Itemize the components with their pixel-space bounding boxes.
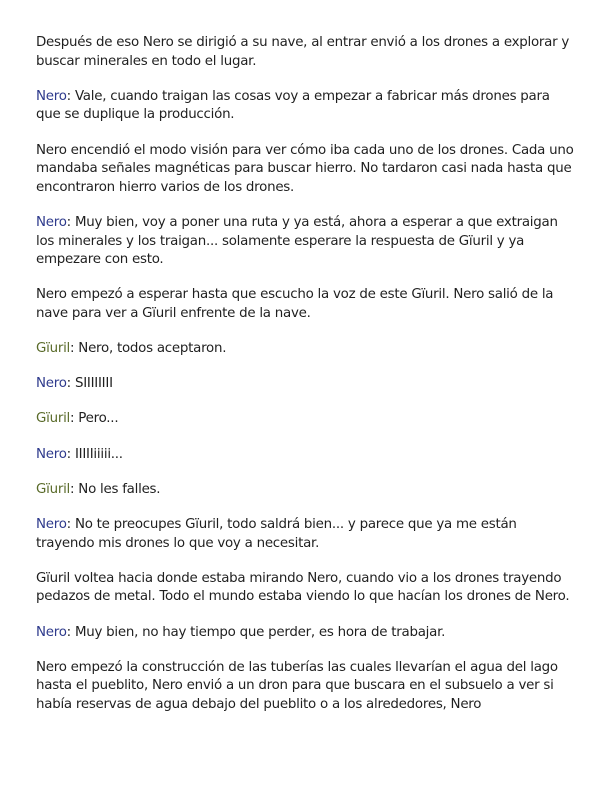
- dialogue-text: : Muy bien, voy a poner una ruta y ya está, ahora a esperar a que extraigan los minerales y los traigan... solamente esperare la respuesta de Gïuril y ya empezare con esto.: [36, 214, 558, 268]
- dialogue-text: : No les falles.: [70, 481, 161, 497]
- paragraph-narration: Nero encendió el modo visión para ver cómo iba cada uno de los drones. Cada uno mandaba señales magnéticas para buscar hierro. No tardaron casi nada hasta que encontraron hierro varios de los drones.: [36, 142, 574, 195]
- paragraph-dialogue: [36, 446, 576, 465]
- speaker-name: Nero: [36, 376, 67, 392]
- paragraph-narration: Nero empezó la construcción de las tuberías las cuales llevarían el agua del lago hasta el pueblito, Nero envió a un dron para que buscara en el subsuelo a ver si había reservas de agua debajo del pueblito o a los alrededores, Nero: [36, 659, 558, 712]
- dialogue-text: : IIIIIiiiii...: [66, 446, 123, 462]
- paragraph-dialogue: [36, 624, 576, 643]
- paragraph-dialogue: [36, 340, 576, 359]
- dialogue-text: : Muy bien, no hay tiempo que perder, es hora de trabajar.: [66, 624, 446, 640]
- paragraph-narration: Nero empezó a esperar hasta que escucho la voz de este Gïuril. Nero salió de la nave para ver a Gïuril enfrente de la nave.: [36, 287, 554, 321]
- speaker-name: Gïuril: [36, 341, 71, 357]
- document-page: [36, 34, 576, 731]
- speaker-name: Nero: [36, 88, 67, 104]
- dialogue-text: : No te preocupes Gïuril, todo saldrá bien... y parece que ya me están trayendo mis drones lo que voy a necesitar.: [36, 517, 517, 551]
- paragraph-dialogue: [36, 481, 576, 500]
- dialogue-text: : Nero, todos aceptaron.: [70, 341, 227, 357]
- paragraph-dialogue: [36, 410, 576, 429]
- paragraph-narration: Después de eso Nero se dirigió a su nave, al entrar envió a los drones a explorar y buscar minerales en todo el lugar.: [36, 35, 570, 69]
- paragraph-dialogue: [36, 88, 576, 125]
- speaker-name: Gïuril: [36, 481, 71, 497]
- speaker-name: Nero: [36, 517, 67, 533]
- dialogue-text: : Vale, cuando traigan las cosas voy a empezar a fabricar más drones para que se duplique la producción.: [36, 88, 550, 123]
- speaker-name: Gïuril: [36, 411, 71, 427]
- paragraph-dialogue: [36, 375, 576, 394]
- paragraph-dialogue: [36, 214, 576, 270]
- dialogue-text: : Pero...: [70, 411, 119, 427]
- speaker-name: Nero: [36, 624, 67, 640]
- paragraph-dialogue: [36, 516, 576, 553]
- dialogue-text: : SIIIIIIII: [66, 376, 113, 392]
- speaker-name: Nero: [36, 214, 67, 230]
- speaker-name: Nero: [36, 446, 67, 462]
- paragraph-narration: Gïuril voltea hacia donde estaba mirando Nero, cuando vio a los drones trayendo pedazos de metal. Todo el mundo estaba viendo lo que hacían los drones de Nero.: [36, 570, 570, 605]
